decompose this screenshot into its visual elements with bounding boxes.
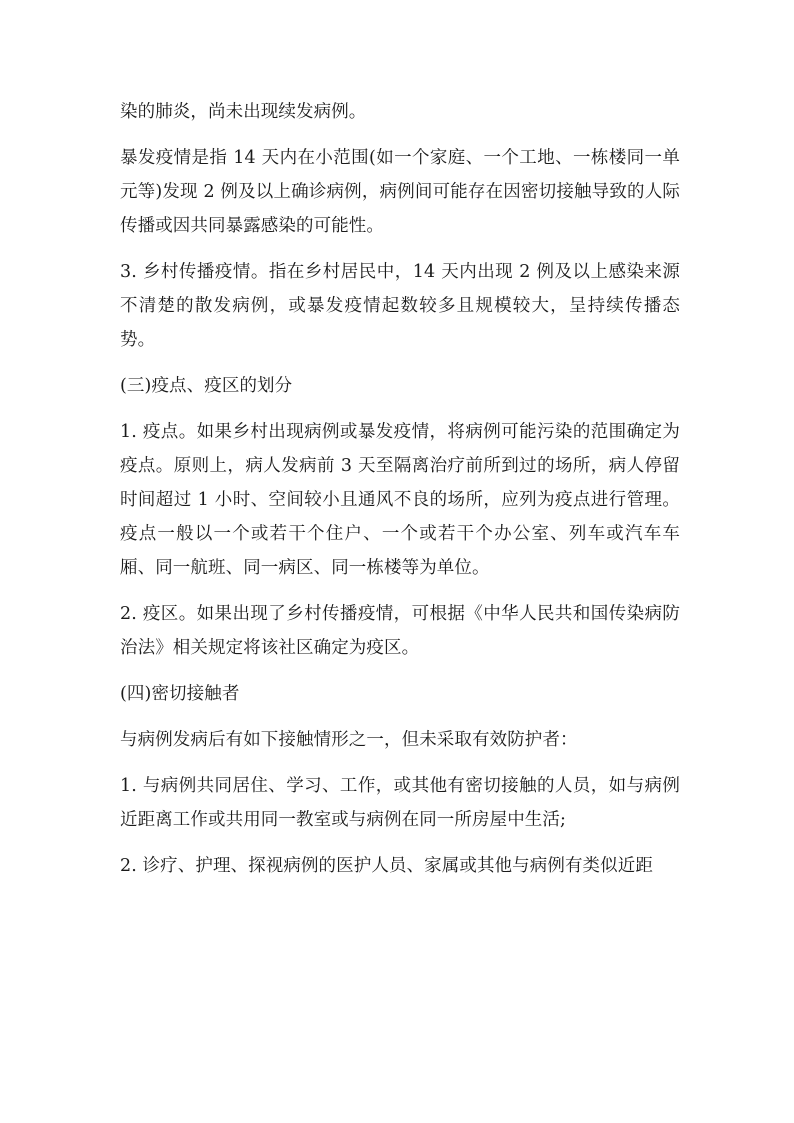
paragraph-contact-item-2: 2. 诊疗、护理、探视病例的医护人员、家属或其他与病例有类似近距 — [120, 856, 653, 876]
section-heading-epidemic-areas: (三)疫点、疫区的划分 — [120, 376, 293, 396]
paragraph-rural-transmission: 3. 乡村传播疫情。指在乡村居民中，14 天内出现 2 例及以上感染来源不清楚的散发病例，或暴发疫情起数较多且规模较大，呈持续传播态势。 — [120, 262, 680, 350]
paragraph-contact-item-1: 1. 与病例共同居住、学习、工作，或其他有密切接触的人员，如与病例近距离工作或共用同一教室或与病例在同一所房屋中生活; — [120, 776, 680, 830]
paragraph-contact-intro: 与病例发病后有如下接触情形之一，但未采取有效防护者： — [120, 730, 578, 750]
paragraph-outbreak-definition: 暴发疫情是指 14 天内在小范围(如一个家庭、一个工地、一栋楼同一单元等)发现 2 例及以上确诊病例，病例间可能存在因密切接触导致的人际传播或因共同暴露感染的可能性。 — [120, 148, 680, 236]
paragraph-continuation: 染的肺炎，尚未出现续发病例。 — [120, 102, 367, 122]
section-heading-close-contacts: (四)密切接触者 — [120, 684, 240, 704]
paragraph-epidemic-zone: 2. 疫区。如果出现了乡村传播疫情，可根据《中华人民共和国传染病防治法》相关规定将该社区确定为疫区。 — [120, 604, 680, 658]
paragraph-epidemic-point: 1. 疫点。如果乡村出现病例或暴发疫情，将病例可能污染的范围确定为疫点。原则上，病人发病前 3 天至隔离治疗前所到过的场所，病人停留时间超过 1 小时、空间较小且通风不良的场所，应列为疫点进行管理。疫点一般以一个或若干个住户、一个或若干个办公室、列车或汽车车厢、同一航班、同一病区、同一栋楼等为单位。 — [120, 422, 680, 578]
document-body — [120, 95, 680, 895]
